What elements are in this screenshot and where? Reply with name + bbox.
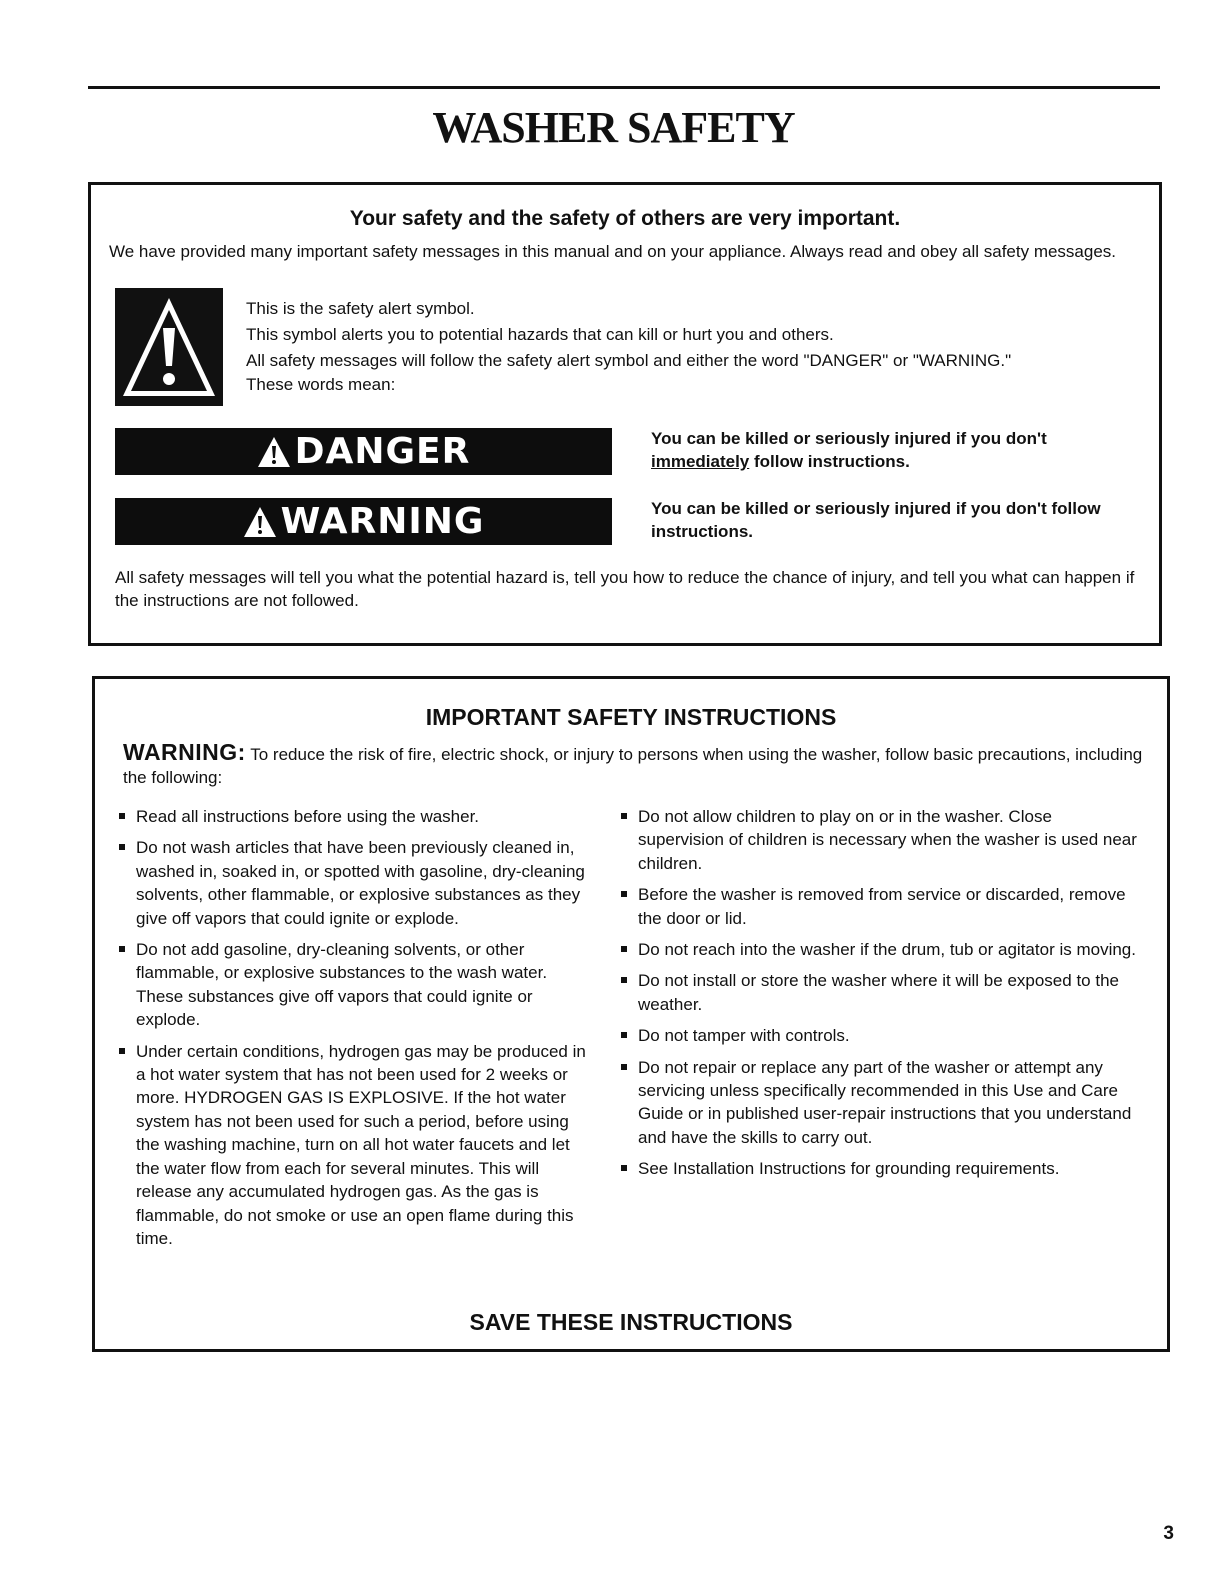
warning-banner <box>115 498 612 545</box>
list-item: See Installation Instructions for grounding requirements. <box>619 1157 1139 1180</box>
list-item: Do not allow children to play on or in the washer. Close supervision of children is necessary when the washer is used near children. <box>619 805 1139 875</box>
list-item: Do not add gasoline, dry-cleaning solvents, or other flammable, or explosive substances to the wash water. These substances give off vapors that could ignite or explode. <box>117 938 587 1032</box>
safety-box-heading: Your safety and the safety of others are very important. <box>349 207 901 230</box>
save-instructions-footer: SAVE THESE INSTRUCTIONS <box>469 1309 793 1335</box>
danger-description <box>651 427 1141 473</box>
instructions-right-column <box>619 805 1139 1189</box>
safety-box-intro: We have provided many important safety messages in this manual and on your appliance. Always read and obey all safety messages. <box>109 242 1117 261</box>
list-item: Do not reach into the washer if the drum, tub or agitator is moving. <box>619 938 1139 961</box>
instructions-left-column <box>117 805 587 1258</box>
danger-text-emphasis: immediately <box>651 452 750 471</box>
list-item: Read all instructions before using the washer. <box>117 805 587 828</box>
alert-line: All safety messages will follow the safety alert symbol and either the word "DANGER" or "WARNING." These words mean: <box>246 351 1012 394</box>
warning-word: WARNING: <box>123 739 246 765</box>
danger-alert-icon <box>257 436 291 468</box>
alert-line: This symbol alerts you to potential hazards that can kill or hurt you and others. <box>246 325 834 344</box>
danger-text-start: You can be killed or seriously injured if you don't <box>651 429 1047 448</box>
instructions-heading: IMPORTANT SAFETY INSTRUCTIONS <box>425 704 837 730</box>
warning-label: WARNING <box>280 501 485 542</box>
list-item: Do not wash articles that have been previously cleaned in, washed in, soaked in, or spotted with gasoline, dry-cleaning solvents, other flammable, or explosive substances as they give off vapors that could ignite or explode. <box>117 836 587 930</box>
warning-triangle-icon <box>115 288 223 406</box>
warning-alert-icon <box>243 506 277 538</box>
important-safety-instructions-box <box>92 676 1170 1352</box>
warning-intro-text: To reduce the risk of fire, electric shock, or injury to persons when using the washer, follow basic precautions, including the following: <box>123 745 1143 787</box>
list-item: Under certain conditions, hydrogen gas may be produced in a hot water system that has not been used for 2 weeks or more. HYDROGEN GAS IS EXPLOSIVE. If the hot water system has not been used for such a period, before using the washing machine, turn on all hot water faucets and let the water flow from each for several minutes. This will release any accumulated hydrogen gas. As the gas is flammable, do not smoke or use an open flame during this time. <box>117 1040 587 1251</box>
list-item: Do not repair or replace any part of the washer or attempt any servicing unless specifically recommended in this Use and Care Guide or in published user-repair instructions that you understand and have the skills to carry out. <box>619 1056 1139 1150</box>
list-item: Do not tamper with controls. <box>619 1024 1139 1047</box>
list-item: Before the washer is removed from service or discarded, remove the door or lid. <box>619 883 1139 930</box>
page-number: 3 <box>1163 1523 1174 1544</box>
warning-description: You can be killed or seriously injured if you don't follow instructions. <box>651 499 1101 541</box>
danger-text-end: follow instructions. <box>749 452 910 471</box>
alert-symbol-explanation <box>246 297 1046 399</box>
top-rule <box>88 86 1160 89</box>
page-title: WASHER SAFETY <box>432 103 795 152</box>
safety-message-box <box>88 182 1162 646</box>
danger-banner <box>115 428 612 475</box>
safety-box-closing: All safety messages will tell you what the potential hazard is, tell you how to reduce the chance of injury, and tell you what can happen if the instructions are not followed. <box>115 568 1135 610</box>
list-item: Do not install or store the washer where it will be exposed to the weather. <box>619 969 1139 1016</box>
danger-label: DANGER <box>294 431 471 472</box>
warning-intro <box>123 741 1153 789</box>
alert-line: This is the safety alert symbol. <box>246 299 475 318</box>
